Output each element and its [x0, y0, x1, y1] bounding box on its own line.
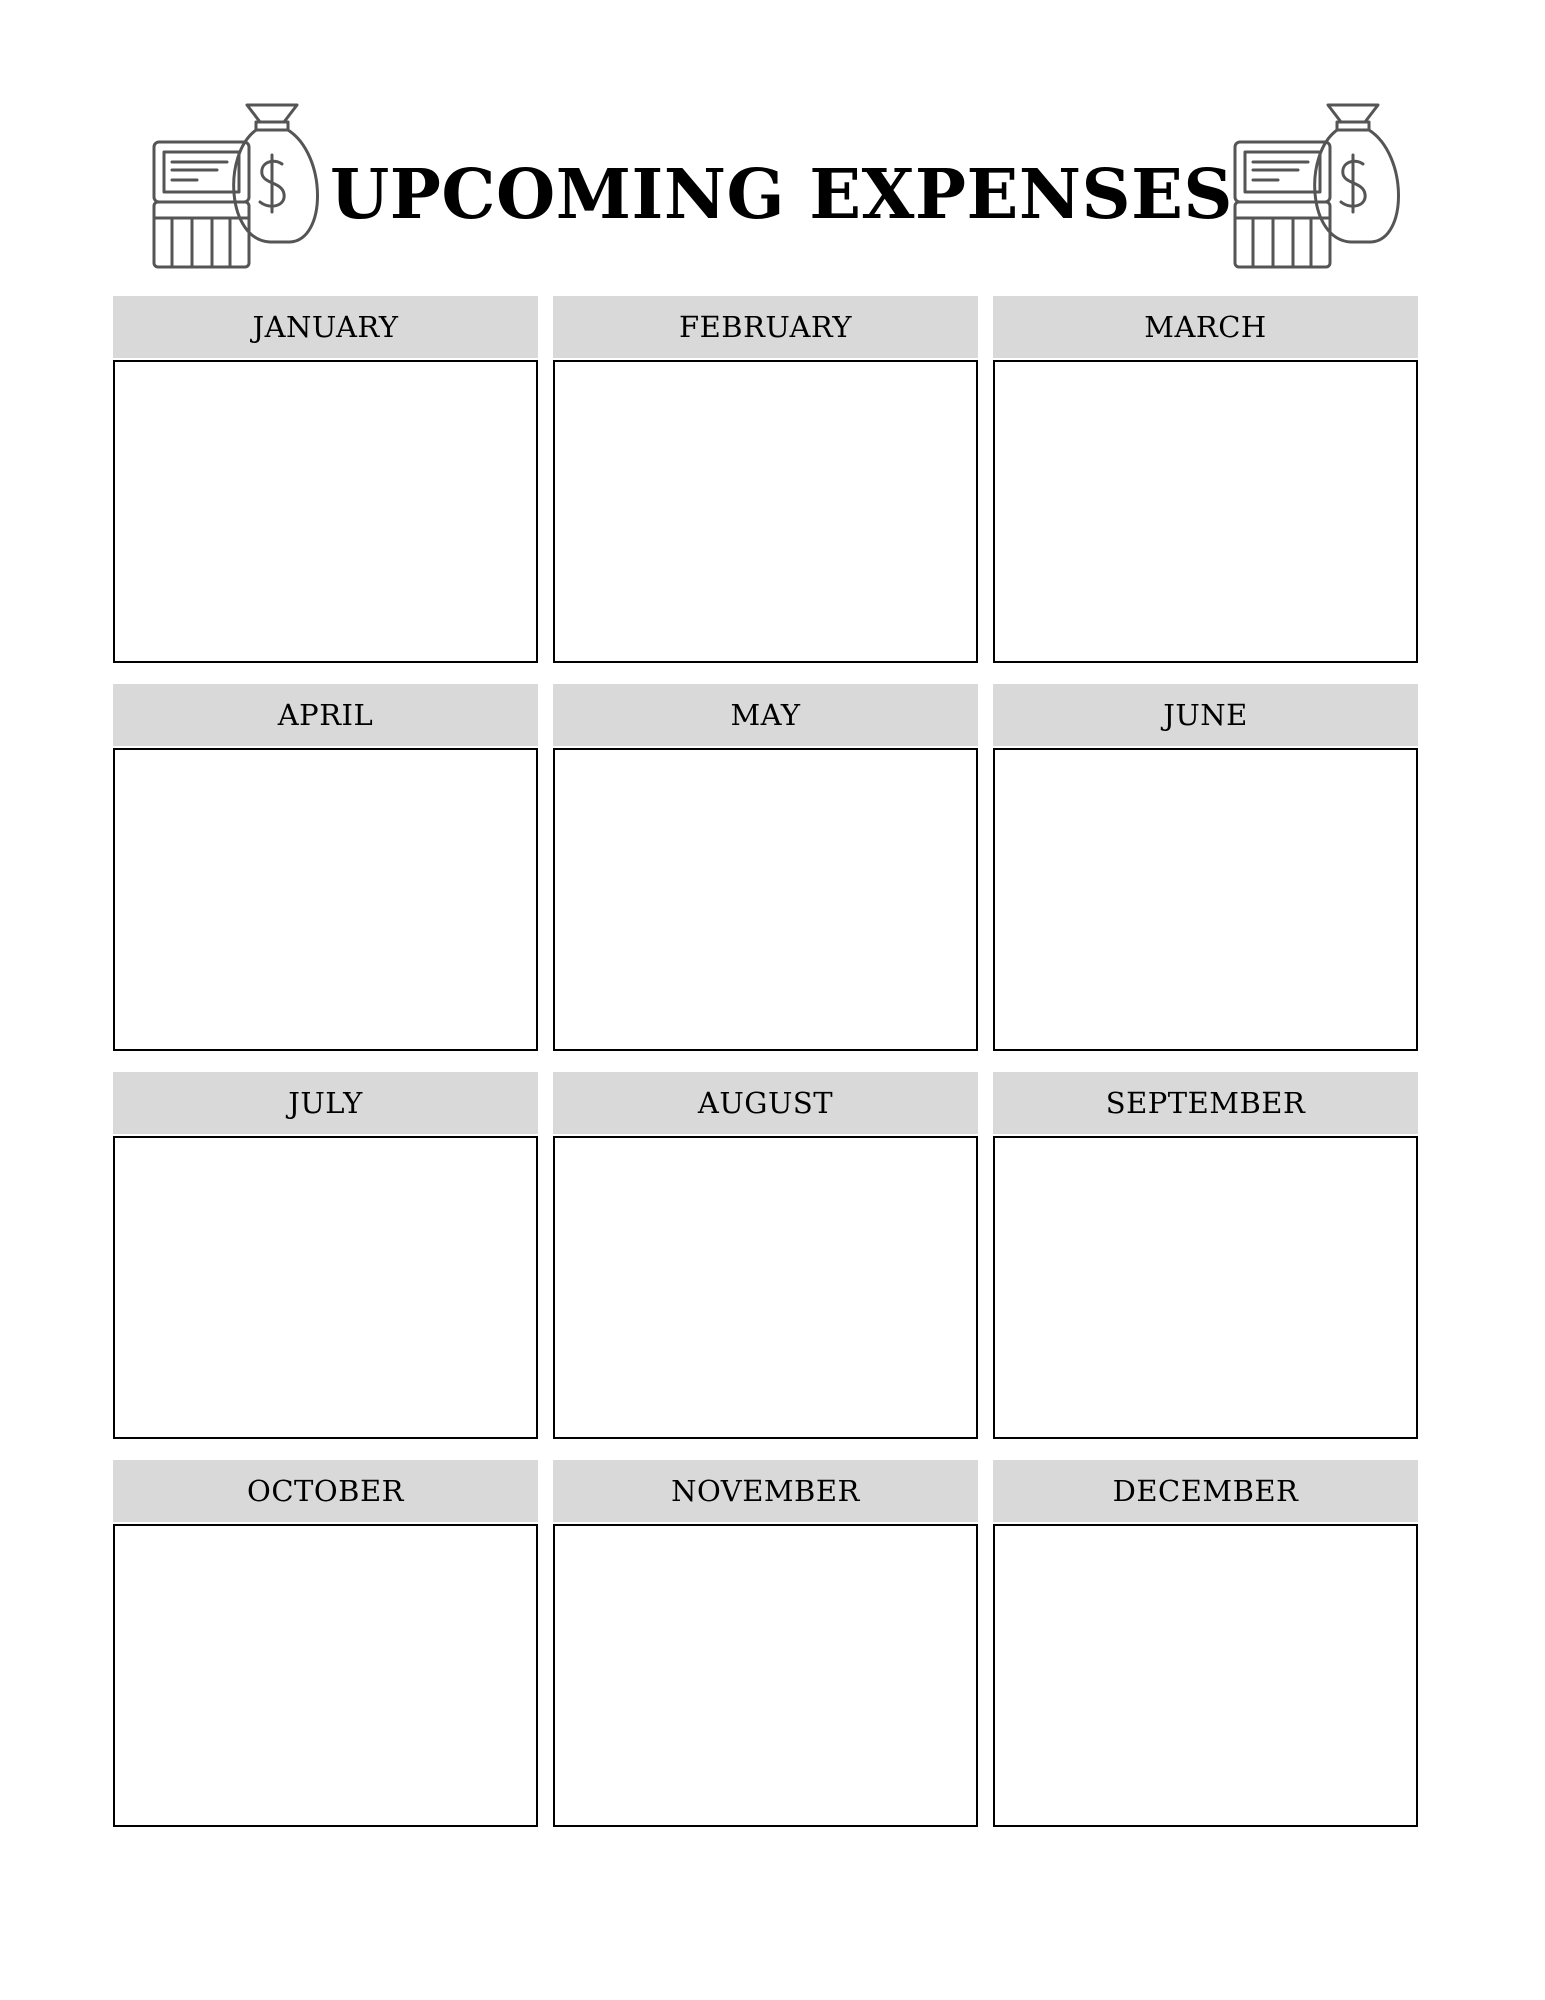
month-block-december [993, 1460, 1418, 1827]
month-notes-area[interactable] [113, 1524, 538, 1827]
cash-register-money-bag-icon [152, 100, 322, 270]
month-label: OCTOBER [113, 1460, 538, 1522]
month-notes-area[interactable] [553, 748, 978, 1051]
month-block-november [553, 1460, 978, 1827]
month-notes-area[interactable] [993, 748, 1418, 1051]
month-block-october [113, 1460, 538, 1827]
month-label: NOVEMBER [553, 1460, 978, 1522]
month-label: JULY [113, 1072, 538, 1134]
month-label: SEPTEMBER [993, 1072, 1418, 1134]
month-block-june [993, 684, 1418, 1051]
month-label: JUNE [993, 684, 1418, 746]
month-notes-area[interactable] [993, 1136, 1418, 1439]
month-block-may [553, 684, 978, 1051]
month-block-february [553, 296, 978, 663]
month-block-april [113, 684, 538, 1051]
month-notes-area[interactable] [113, 360, 538, 663]
month-notes-area[interactable] [113, 748, 538, 1051]
month-notes-area[interactable] [993, 360, 1418, 663]
month-label: MARCH [993, 296, 1418, 358]
page-header [0, 100, 1545, 270]
month-block-august [553, 1072, 978, 1439]
month-label: APRIL [113, 684, 538, 746]
month-label: MAY [553, 684, 978, 746]
month-label: JANUARY [113, 296, 538, 358]
month-notes-area[interactable] [553, 1136, 978, 1439]
month-label: DECEMBER [993, 1460, 1418, 1522]
month-notes-area[interactable] [113, 1136, 538, 1439]
month-block-july [113, 1072, 538, 1439]
cash-register-money-bag-icon [1233, 100, 1403, 270]
page-title: UPCOMING EXPENSES [330, 155, 1234, 235]
month-block-september [993, 1072, 1418, 1439]
month-label: AUGUST [553, 1072, 978, 1134]
month-notes-area[interactable] [553, 360, 978, 663]
month-notes-area[interactable] [993, 1524, 1418, 1827]
month-block-january [113, 296, 538, 663]
month-label: FEBRUARY [553, 296, 978, 358]
month-notes-area[interactable] [553, 1524, 978, 1827]
month-block-march [993, 296, 1418, 663]
